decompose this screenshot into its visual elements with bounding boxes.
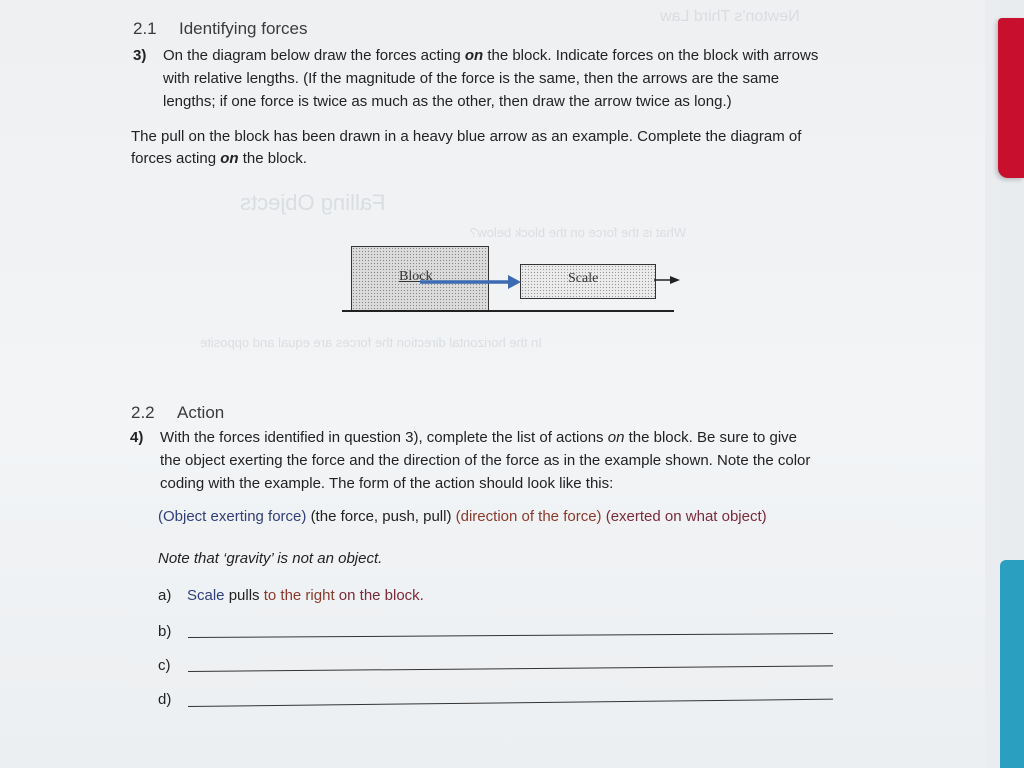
section-number: 2.1 <box>133 19 157 38</box>
question-text-part: On the diagram below draw the forces acting <box>163 47 465 64</box>
gravity-note: Note that ‘gravity’ is not an object. <box>158 550 383 567</box>
paragraph-text-part: the block. <box>238 150 307 167</box>
diagram-arrows <box>400 270 690 292</box>
bleed-through-text: Newton's Third Law <box>660 8 800 25</box>
template-direction: (direction of the force) <box>455 508 602 525</box>
answer-a <box>158 587 858 609</box>
emphasis-on: on <box>607 429 625 446</box>
answer-label: b) <box>158 623 172 640</box>
question-text-part: the block. Indicate forces on the block with arrows <box>483 47 819 64</box>
paragraph-text-part: forces acting <box>131 150 221 167</box>
section-title: Identifying forces <box>179 19 308 38</box>
question-text-part: With the forces identified in question 3), complete the list of actions <box>160 429 608 446</box>
example-paragraph <box>131 126 891 170</box>
pull-force-arrow <box>420 275 521 289</box>
template-exerted: (exerted on what object) <box>605 508 767 525</box>
question-number: 4) <box>130 429 144 446</box>
answer-label: d) <box>158 691 172 708</box>
question-number: 3) <box>133 47 147 64</box>
scale-label: Scale <box>568 271 599 286</box>
question-text-line: lengths; if one force is twice as much as the other, then draw the arrow twice as long.) <box>163 93 732 110</box>
template-force: (the force, push, pull) <box>310 508 452 525</box>
answer-label: c) <box>158 657 171 674</box>
answer-force: pulls <box>228 587 260 604</box>
scale-pull-arrow <box>654 276 680 284</box>
question-4 <box>130 426 900 495</box>
question-text <box>163 44 893 113</box>
ground-line <box>342 310 674 312</box>
emphasis-on: on <box>220 150 239 167</box>
section-number: 2.2 <box>131 403 155 422</box>
red-binder-tab <box>998 18 1024 178</box>
section-heading <box>133 19 308 39</box>
question-text <box>160 426 900 495</box>
teal-binder-tab <box>1000 560 1024 768</box>
paragraph-line: The pull on the block has been drawn in a heavy blue arrow as an example. Complete the diagram of <box>131 128 802 145</box>
answer-a-text <box>187 587 424 604</box>
section-title: Action <box>177 403 225 422</box>
bleed-through-text: Falling Objects <box>240 190 386 215</box>
answer-exerted: on the block. <box>338 587 424 604</box>
action-template <box>158 506 878 528</box>
bleed-through-text: What is the force on the block below? <box>470 225 687 240</box>
block-label: Block <box>399 269 433 284</box>
question-text-part: the block. Be sure to give <box>624 429 798 446</box>
answer-direction: to the right <box>263 587 335 604</box>
answer-label: a) <box>158 587 172 604</box>
bleed-through-text: In the horizontal direction the forces are equal and opposite <box>200 335 542 350</box>
question-text-line: coding with the example. The form of the action should look like this: <box>160 475 614 492</box>
template-object: (Object exerting force) <box>158 508 307 525</box>
question-3 <box>133 44 893 113</box>
answer-object: Scale <box>187 587 225 604</box>
question-text-line: the object exerting the force and the direction of the force as in the example shown. Note the color <box>160 452 811 469</box>
question-text-line: with relative lengths. (If the magnitude of the force is the same, then the arrows are the same <box>163 70 780 87</box>
section-heading <box>131 403 224 423</box>
emphasis-on: on <box>464 47 484 64</box>
